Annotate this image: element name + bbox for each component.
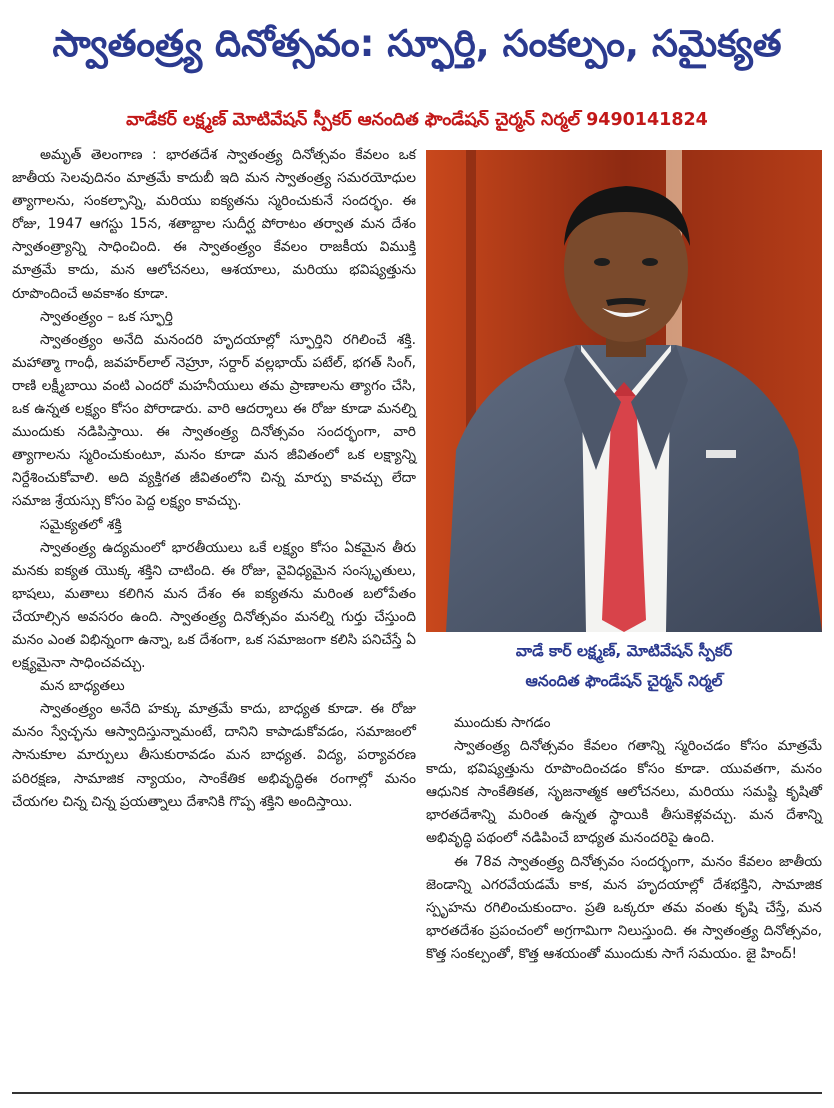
author-photo xyxy=(426,150,822,632)
intro-paragraph: అమృత్ తెలంగాణ : భారతదేశ స్వాతంత్ర్య దినోత్సవం కేవలం ఒక జాతీయ సెలవుదినం మాత్రమే కాదుబీ ఇది మన స్వాతంత్ర్య సమరయోధుల త్యాగాలను, సంకల్పాన్ని, మరియు ఐక్యతను స్మరించుకునే సందర్భం. ఈ రోజు, 1947 ఆగస్టు 15న, శతాబ్దాల సుదీర్ఘ పోరాటం తర్వాత మన దేశం స్వాతంత్ర్యాన్ని సాధించింది. ఈ స్వాతంత్ర్యం కేవలం రాజకీయ విముక్తి మాత్రమే కాదు, మన ఆలోచనలు, ఆశయాలు, మరియు భవిష్యత్తును రూపొందించే అవకాశం కూడా. xyxy=(12,147,416,302)
photo-caption xyxy=(426,636,822,708)
section-heading: స్వాతంత్ర్యం – ఒక స్ఫూర్తి xyxy=(40,308,173,325)
section-body: స్వాతంత్ర్య దినోత్సవం కేవలం గతాన్ని స్మరించడం కోసం మాత్రమే కాదు, భవిష్యత్తును రూపొందించడం కోసం కూడా. యువతగా, మనం ఆధునిక సాంకేతికత, సృజనాత్మక ఆలోచనలు, మరియు సమష్టి కృషితో భారతదేశాన్ని మరింత ఉన్నత స్థాయికి తీసుకెళ్లవచ్చు. మన దేశాన్ని అభివృద్ధి పథంలో నడిపించే బాధ్యత మనందరిపై ఉంది. xyxy=(426,738,822,847)
section-body: స్వాతంత్ర్యం అనేది హక్కు మాత్రమే కాదు, బాధ్యత కూడా. ఈ రోజు మనం స్వేచ్ఛను ఆస్వాదిస్తున్నామంటే, దానిని కాపాడుకోవడం, సమాజంలో సానుకూల మార్పులు తీసుకురావడం మన బాధ్యత. విద్య, పర్యావరణ పరిరక్షణ, సామాజిక న్యాయం, సాంకేతిక అభివృద్ధిఈ రంగాల్లో మనం చేయగల చిన్న చిన్న ప్రయత్నాలు దేశానికి గొప్ప శక్తిని అందిస్తాయి. xyxy=(12,701,416,810)
caption-line-2: ఆనందిత ఫౌండేషన్ చైర్మన్ నిర్మల్ xyxy=(525,672,723,690)
section-body: ఈ 78వ స్వాతంత్ర్య దినోత్సవం సందర్భంగా, మనం కేవలం జాతీయ జెండాన్ని ఎగరవేయడమే కాక, మన హృదయాల్లో దేశభక్తిని, సామాజిక స్పృహను రగిలించుకుందాం. ప్రతి ఒక్కరూ తమ వంతు కృషి చేస్తే, మన భారతదేశం ప్రపంచంలో అగ్రగామిగా నిలుస్తుంది. ఈ స్వాతంత్ర్య దినోత్సవం, కొత్త సంకల్పంతో, కొత్త ఆశయంతో ముందుకు సాగే సమయం. జై హింద్! xyxy=(426,853,822,962)
section-heading: సమైక్యతలో శక్తి xyxy=(40,516,122,533)
bottom-rule xyxy=(12,1092,822,1094)
right-column xyxy=(426,712,822,966)
section-body: స్వాతంత్ర్య ఉద్యమంలో భారతీయులు ఒకే లక్ష్యం కోసం ఏకమైన తీరు మనకు ఐక్యత యొక్క శక్తిని చాటింది. ఈ రోజు, వైవిధ్యమైన సంస్కృతులు, భాషలు, మతాలు కలిగిన మన దేశం ఈ ఐక్యతను మరింత బలోపేతం చేయాల్సిన అవసరం ఉంది. స్వాతంత్ర్య దినోత్సవం మనల్ని గుర్తు చేస్తుంది మనం ఎంత విభిన్నంగా ఉన్నా, ఒక దేశంగా, ఒక సమాజంగా కలిసి పనిచేస్తే ఏ లక్ష్యమైనా సాధించవచ్చు. xyxy=(12,539,416,672)
section-heading: మన బాధ్యతలు xyxy=(40,678,125,695)
left-column xyxy=(12,144,416,814)
caption-line-1: వాడే కార్ లక్ష్మణ్, మోటివేషన్ స్పీకర్ xyxy=(515,642,733,660)
section-body: స్వాతంత్ర్యం అనేది మనందరి హృదయాల్లో స్ఫూర్తిని రగిలించే శక్తి. మహాత్మా గాంధీ, జవహర్‌లాల్ నెహ్రూ, సర్దార్ వల్లభాయ్ పటేల్, భగత్ సింగ్, రాణి లక్ష్మీబాయి వంటి ఎందరో మహనీయులు తమ ప్రాణాలను త్యాగం చేసి, ఒక ఉన్నత లక్ష్యం కోసం పోరాడారు. వారి ఆదర్శాలు ఈ రోజు కూడా మనల్ని ముందుకు నడిపిస్తాయి. ఈ స్వాతంత్ర్య దినోత్సవం సందర్భంగా, వారి త్యాగాలను స్మరించుకుంటూ, మనం కూడా మన జీవితంలో ఒక లక్ష్యాన్ని నిర్దేశించుకోవాలి. అది వ్యక్తిగత జీవితంలోని చిన్న మార్పు కావచ్చు లేదా సమాజ శ్రేయస్సు కోసం పెద్ద లక్ష్యం కావచ్చు. xyxy=(12,331,416,510)
section-heading: ముందుకు సాగడం xyxy=(454,715,551,731)
byline: వాడేకర్ లక్ష్మణ్ మోటివేషన్ స్పీకర్ ఆనందిత ఫౌండేషన్ చైర్మన్ నిర్మల్ 9490141824 xyxy=(126,110,708,130)
headline: స్వాతంత్ర్య దినోత్సవం: స్ఫూర్తి, సంకల్పం, సమైక్యత xyxy=(52,22,782,65)
portrait-illustration xyxy=(426,150,822,632)
